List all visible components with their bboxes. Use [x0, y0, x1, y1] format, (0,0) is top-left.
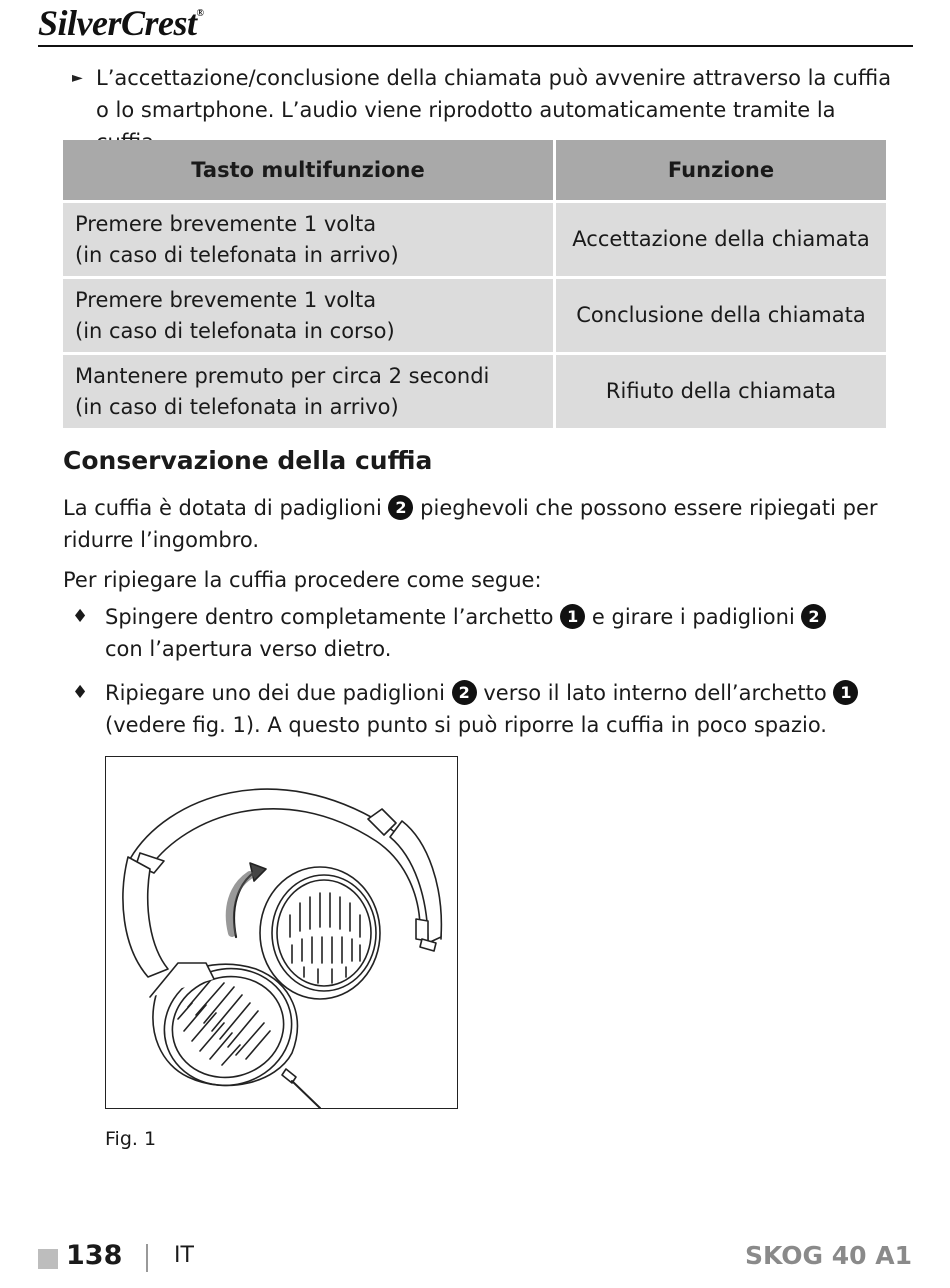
table-cell-function: Rifiuto della chiamata	[556, 355, 886, 431]
function-table	[63, 140, 886, 431]
paragraph-intro: La cuffia è dotata di padiglioni 2 pieghevoli che possono essere ripiegati per ridurre l’ingombro.	[63, 496, 878, 552]
list-item: ♦ Ripiegare uno dei due padiglioni 2 verso il lato interno dell’archetto 1 (vedere fig. 1). A questo punto si può riporre la cuffia in poco spazio.	[72, 677, 862, 741]
list-item: ♦ Spingere dentro completamente l’archetto 1 e girare i padiglioni 2 con l’apertura verso dietro.	[72, 601, 862, 665]
headphone-illustration	[106, 757, 457, 1108]
intro-text: L’accettazione/conclusione della chiamata può avvenire attraverso la cuffia o lo smartphone. L’audio viene riprodotto automaticamente tramite la	[96, 66, 892, 122]
table-row	[63, 279, 886, 355]
table-cell-action: Mantenere premuto per circa 2 secondi (in caso di telefonata in arrivo)	[63, 355, 556, 431]
number-badge: 1	[833, 680, 858, 705]
footer-divider	[146, 1244, 148, 1272]
column-header-button: Tasto multifunzione	[63, 140, 556, 203]
number-badge: 2	[452, 680, 477, 705]
table-cell-action: Premere brevemente 1 volta (in caso di telefonata in corso)	[63, 279, 556, 355]
headphone-fold-figure	[105, 756, 458, 1109]
diamond-bullet-icon: ♦	[72, 682, 89, 703]
table-row	[63, 203, 886, 279]
paragraph-steps-intro: Per ripiegare la cuffia procedere come segue:	[63, 568, 542, 592]
figure-caption: Fig. 1	[105, 1128, 157, 1150]
arrow-marker-icon: ►	[72, 70, 83, 86]
brand-logo: SilverCrest®	[38, 3, 204, 43]
table-cell-action: Premere brevemente 1 volta (in caso di telefonata in arrivo)	[63, 203, 556, 279]
section-title: Conservazione della cuffia	[63, 446, 433, 475]
number-badge: 2	[388, 495, 413, 520]
table-header-row	[63, 140, 886, 203]
header-rule	[38, 45, 913, 47]
language-code: IT	[174, 1243, 194, 1268]
table-row	[63, 355, 886, 431]
column-header-function: Funzione	[556, 140, 886, 203]
page-number: 138	[66, 1240, 123, 1271]
table-cell-function: Conclusione della chiamata	[556, 279, 886, 355]
diamond-bullet-icon: ♦	[72, 606, 89, 627]
number-badge: 1	[560, 604, 585, 629]
footer-square-marker	[38, 1249, 58, 1269]
table-cell-function: Accettazione della chiamata	[556, 203, 886, 279]
number-badge: 2	[801, 604, 826, 629]
model-name: SKOG 40 A1	[745, 1241, 912, 1270]
